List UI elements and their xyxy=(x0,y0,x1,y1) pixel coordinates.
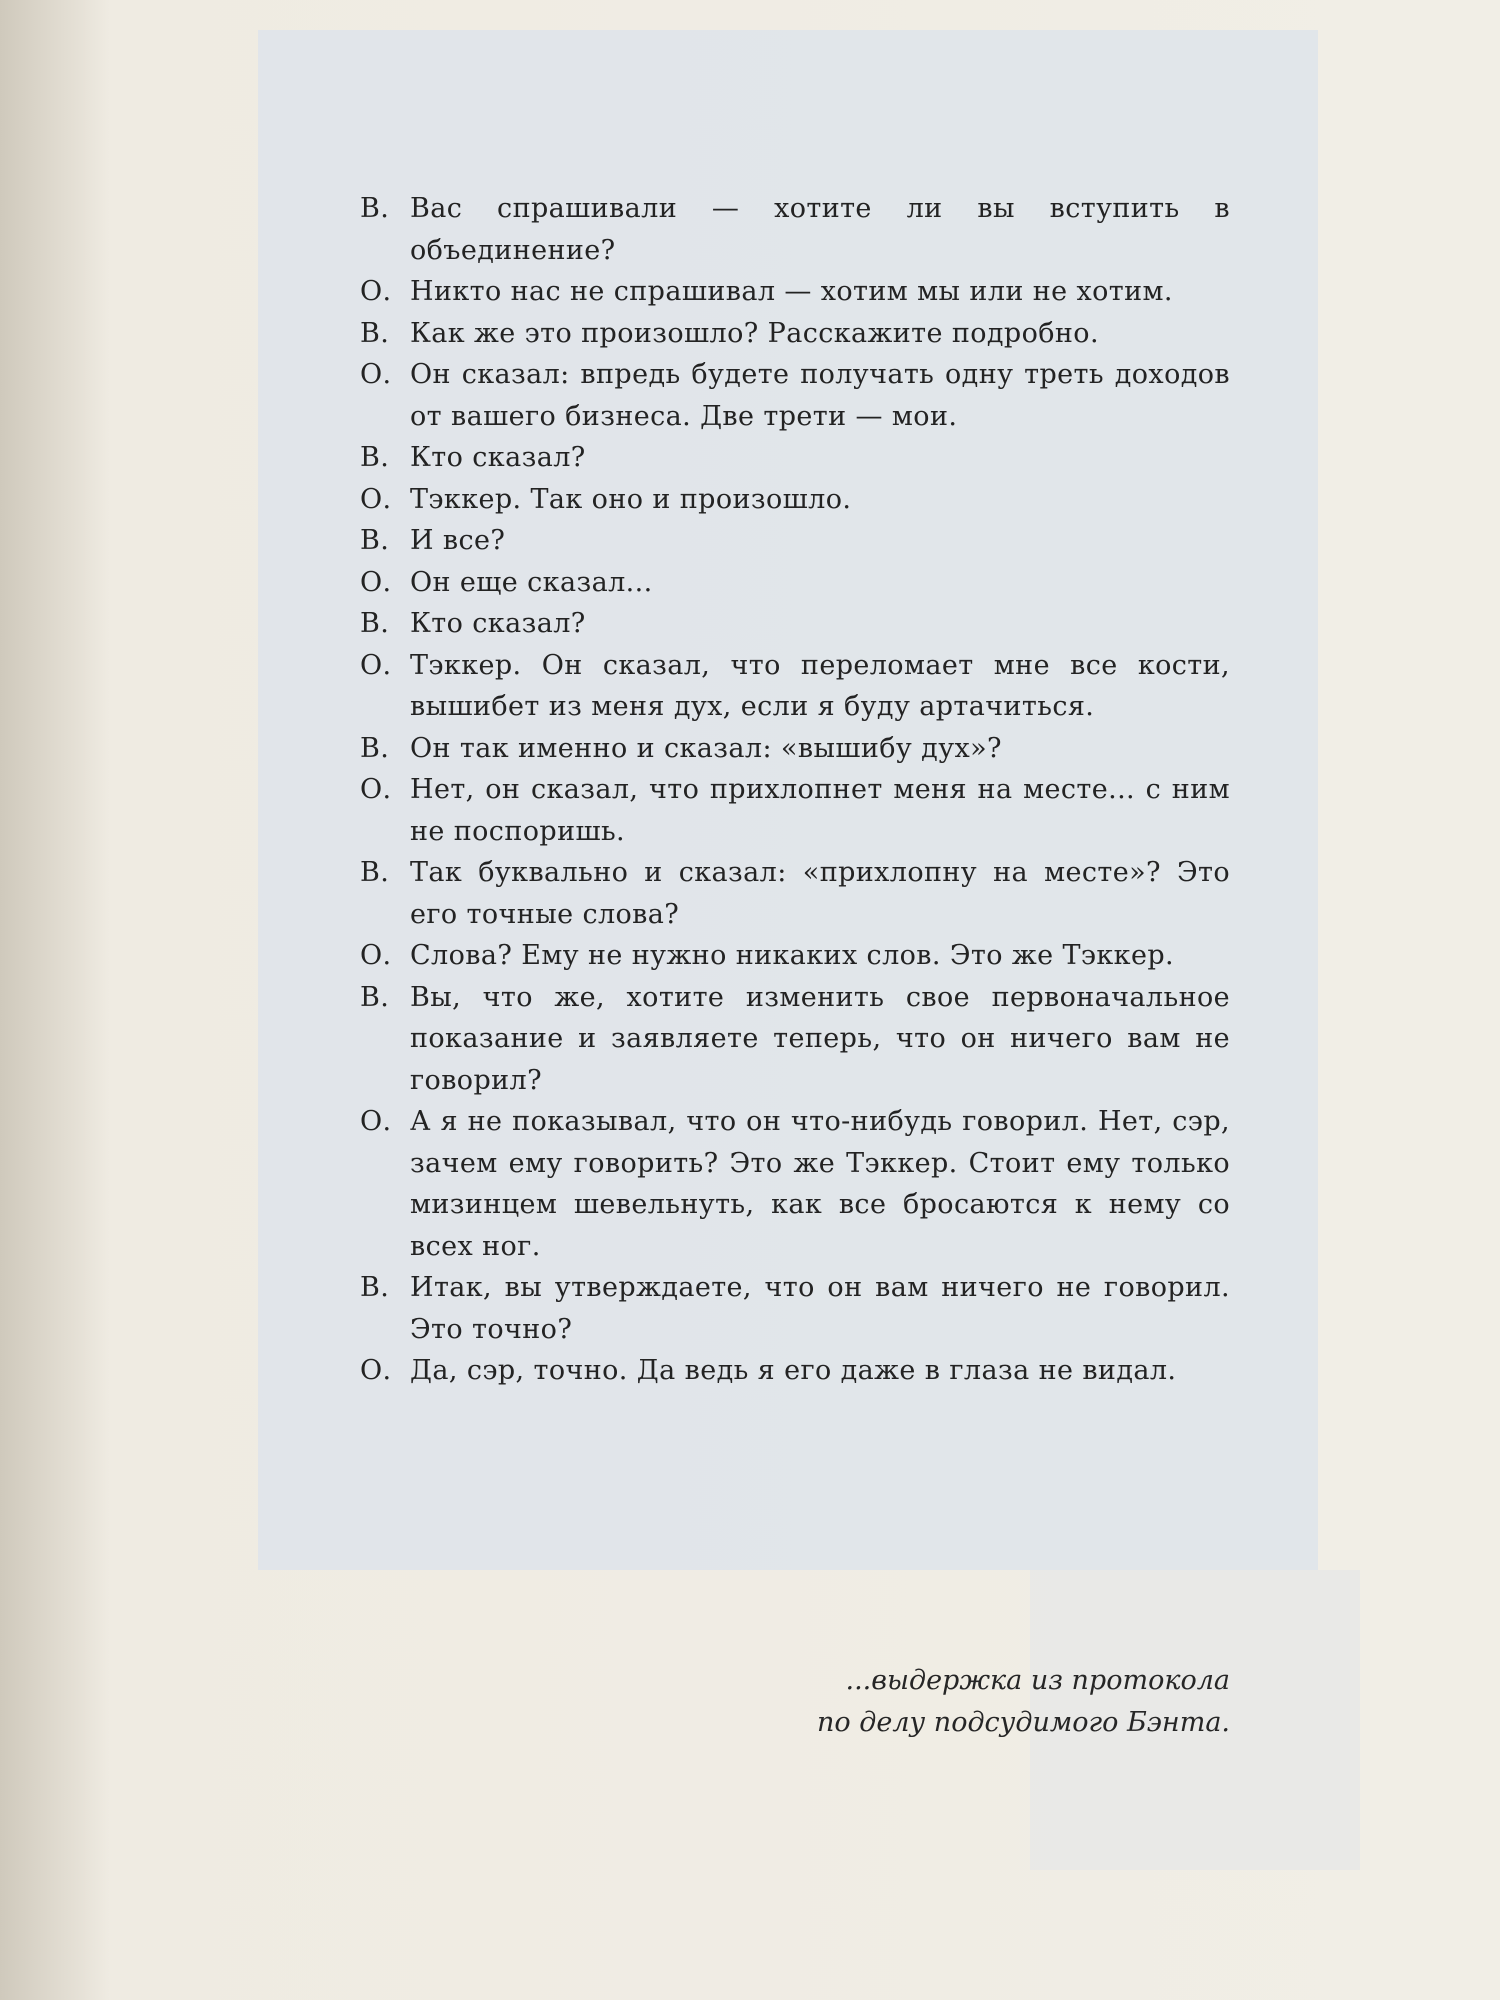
dialogue-text: Как же это произошло? Расскажите подробно. xyxy=(410,317,1099,349)
page-gutter-shadow xyxy=(0,0,110,2000)
speaker-marker: В. xyxy=(360,981,390,1013)
dialogue-entry xyxy=(360,645,1230,728)
citation-line-1: ...выдержка из протокола xyxy=(845,1665,1230,1696)
dialogue-text: Он сказал: впредь будете получать одну треть доходов от вашего бизнеса. Две трети — мои. xyxy=(410,359,1230,432)
dialogue-text: Так буквально и сказал: «прихлопну на месте»? Это его точные слова? xyxy=(410,857,1230,930)
speaker-marker: В. xyxy=(360,732,390,764)
dialogue-text: Итак, вы утверждаете, что он вам ничего не говорил. Это точно? xyxy=(410,1272,1230,1345)
dialogue-entry xyxy=(360,562,1230,604)
dialogue-entry xyxy=(360,479,1230,521)
speaker-marker: В. xyxy=(360,525,390,556)
dialogue-text: Кто сказал? xyxy=(410,442,586,473)
dialogue-text: Тэккер. Он сказал, что переломает мне все кости, вышибет из меня дух, если я буду артачиться. xyxy=(410,649,1230,722)
dialogue-entry xyxy=(360,313,1230,355)
dialogue-entry xyxy=(360,852,1230,935)
speaker-marker: В. xyxy=(360,442,390,473)
dialogue-entry xyxy=(360,603,1230,645)
speaker-marker: О. xyxy=(360,1355,392,1386)
dialogue-text: Вы, что же, хотите изменить свое первоначальное показание и заявляете теперь, что он ничего вам не говорил? xyxy=(410,981,1230,1096)
dialogue-text: Он так именно и сказал: «вышибу дух»? xyxy=(410,732,1002,764)
speaker-marker: В. xyxy=(360,1272,390,1303)
speaker-marker: О. xyxy=(360,774,392,805)
speaker-marker: О. xyxy=(360,276,392,307)
dialogue-text: Нет, он сказал, что прихлопнет меня на месте... с ним не поспоришь. xyxy=(410,774,1230,847)
speaker-marker: О. xyxy=(360,649,392,681)
dialogue-text: Да, сэр, точно. Да ведь я его даже в глаза не видал. xyxy=(410,1355,1177,1386)
dialogue-entry xyxy=(360,188,1230,271)
dialogue-entry xyxy=(360,520,1230,562)
dialogue-entry xyxy=(360,1267,1230,1350)
speaker-marker: О. xyxy=(360,940,392,971)
dialogue-entry xyxy=(360,935,1230,977)
dialogue-text: А я не показывал, что он что-нибудь говорил. Нет, сэр, зачем ему говорить? Это же Тэккер. Стоит ему только мизинцем шевельнуть, как все бросаются к нему со всех ног. xyxy=(410,1106,1230,1262)
speaker-marker: О. xyxy=(360,1106,392,1137)
dialogue-entry xyxy=(360,354,1230,437)
dialogue-entry xyxy=(360,1101,1230,1267)
dialogue-text: Слова? Ему не нужно никаких слов. Это же Тэккер. xyxy=(410,940,1175,971)
protocol-citation xyxy=(630,1660,1230,1744)
dialogue-entry xyxy=(360,728,1230,770)
citation-line-2: по делу подсудимого Бэнта. xyxy=(817,1707,1230,1738)
dialogue-text: Он еще сказал... xyxy=(410,566,653,598)
speaker-marker: О. xyxy=(360,566,392,598)
dialogue-entry xyxy=(360,271,1230,313)
dialogue-entry xyxy=(360,1350,1230,1392)
dialogue-transcript xyxy=(360,188,1230,1392)
speaker-marker: В. xyxy=(360,317,390,349)
speaker-marker: О. xyxy=(360,483,392,515)
dialogue-entry xyxy=(360,977,1230,1102)
speaker-marker: В. xyxy=(360,608,390,639)
dialogue-text: Тэккер. Так оно и произошло. xyxy=(410,483,852,515)
dialogue-text: Никто нас не спрашивал — хотим мы или не хотим. xyxy=(410,276,1173,307)
dialogue-entry xyxy=(360,437,1230,479)
speaker-marker: В. xyxy=(360,193,390,224)
dialogue-text: Кто сказал? xyxy=(410,608,586,639)
dialogue-entry xyxy=(360,769,1230,852)
dialogue-text: Вас спрашивали — хотите ли вы вступить в объединение? xyxy=(410,193,1230,266)
dialogue-text: И все? xyxy=(410,525,506,556)
speaker-marker: В. xyxy=(360,857,390,888)
speaker-marker: О. xyxy=(360,359,392,390)
